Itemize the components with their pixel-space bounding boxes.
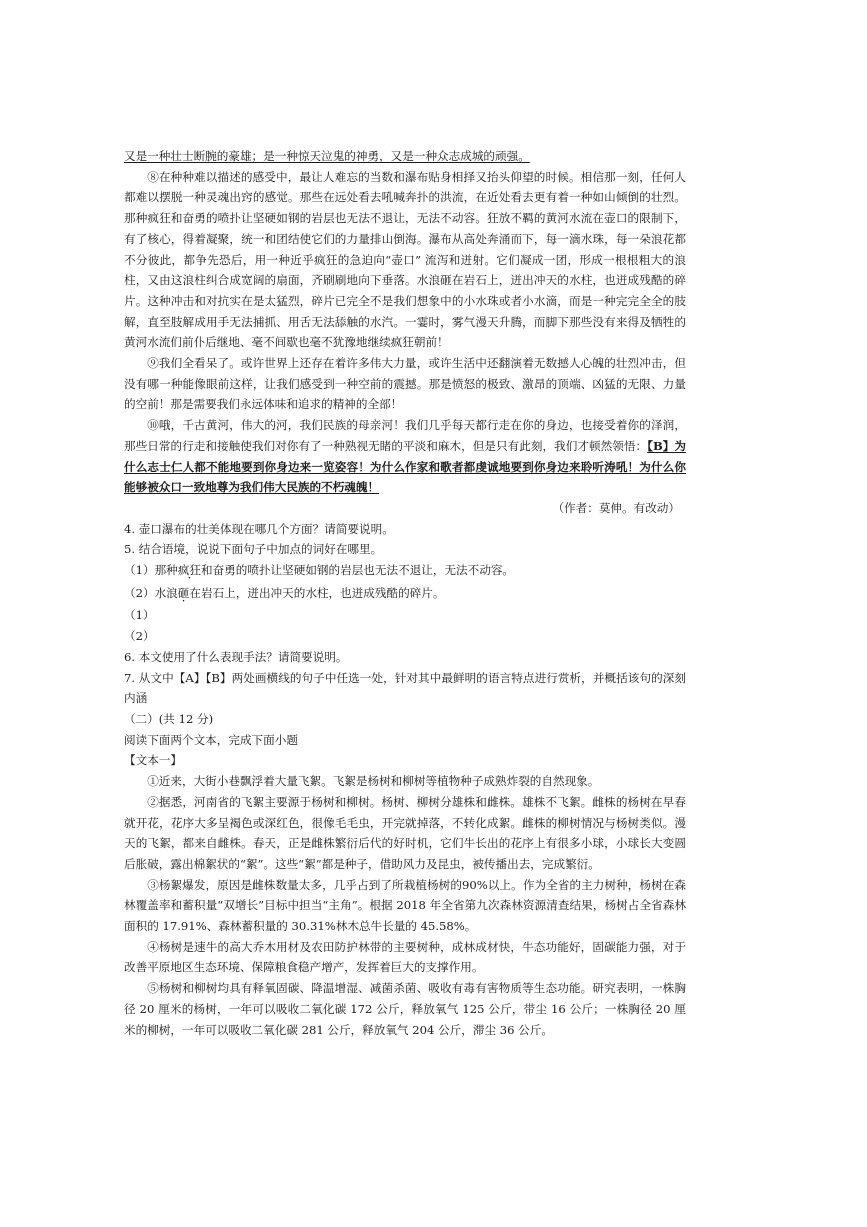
paragraph-8: ⑧在种种难以描述的感受中，最让人难忘的当数和瀑布贴身相择又抬头仰望的时候。相信那一刻，任何人都难以摆脱一种灵魂出窍的感觉。那些在远处看去吼喊奔扑的洪流，在近处看去更有着一种如山倾倒的壮烈。那种疯狂和奋勇的喷扑让坚硬如钢的岩层也无法不退让，无法不动容。狂放不羁的黄河水流在壶口的限制下，有了核心，得着凝聚，统一和团结使它们的力量排山倒海。瀑布从高处奔涌而下，每一滴水珠，每一朵浪花都不分彼此，都争先恐后，用一种近乎疯狂的急迫向“壶口” 流泻和迸射。它们凝成一团，形成一根根粗大的浪柱，又由这浪柱纠合成宽阔的扇面，齐刷刷地向下垂落。水浪砸在岩石上，迸出冲天的水柱，也迸成残酷的碎片。这种冲击和对抗实在是太猛烈，碎片已完全不是我们想象中的小水珠或者小水滴，而是一种完完全全的肢解，直至肢解成用手无法捕抓、用舌无法舔触的水汽。一霎时，雾气漫天升腾，而脚下那些没有来得及牺牲的黄河水流们前仆后继地、毫不间歇也毫不犹豫地继续疯狂朝前！: [124, 169, 686, 350]
question-5: 5. 结合语境，说说下面句子中加点的词好在哪里。: [124, 542, 383, 557]
answer-line-2: （2）: [124, 629, 155, 644]
question-4: 4. 壶口瀑布的壮美体现在哪几个方面？请简要说明。: [124, 521, 394, 536]
intro-line: 又是一种壮士断腕的豪雄；是一种惊天泣鬼的神勇，又是一种众志成城的顽强。: [124, 149, 530, 163]
text-one-paragraph-3: ③杨絮爆发，原因是雌株数量太多，几乎占到了所栽植杨树的90%以上。作为全省的主力树种，杨树在森林覆盖率和蓄积量“双增长”目标中担当“主角”。根据 2018 年全省第九次森林资源清查结果，杨树占全省森林面积的 17.91%、森林蓄积量的 30.31%林木总牛长量的 45.58%。: [124, 877, 686, 934]
text-one-paragraph-2: ②据悉，河南省的飞絮主要源于杨树和柳树。杨树、柳树分雄株和雌株。雄株不飞絮。雌株的杨树在早春就开花，花序大多呈褐色或深红色，很像毛毛虫，开完就掉落，不转化成絮。雌株的柳树情况与杨树类似。漫天的飞絮，都来自雌株。春天，正是雌株繁衍后代的好时机，它们牛长出的花序上有很多小球，小球长大变圆后胀破，露出棉絮状的“絮”。这些“絮”都是种子，借助风力及昆虫，被传播出去，完成繁衍。: [124, 794, 686, 871]
question-5-item-1: （1）那种疯狂和奋勇的喷扑让坚硬如钢的岩层也无法不退让，无法不动容。: [124, 563, 515, 578]
question-6: 6. 本文使用了什么表现手法？请简要说明。: [124, 649, 348, 664]
text-one-paragraph-4: ④杨树是速牛的高大乔木用材及农田防护林带的主要树种，成林成材快，牛态功能好，固碳能力强，对于改善平原地区生态环境、保障粮食稳产增产，发挥着巨大的支撑作用。: [124, 939, 686, 975]
dotted-word: 砸: [177, 585, 190, 600]
text-one-paragraph-1: ①近来，大街小巷飘浮着大量飞絮。飞絮是杨树和柳树等植物种子成熟炸裂的自然现象。: [147, 774, 600, 789]
text-one-paragraph-5: ⑤杨树和柳树均具有释氧固碳、降温增湿、减菌杀菌、吸收有毒有害物质等生态功能。研究表明，一株胸径 20 厘米的杨树，一年可以吸收二氧化碳 172 公斤，释放氧气 125 公斤，带尘 16 公斤；一株胸径 20 厘米的柳树，一年可以吸收二氧化碳 281 公斤，释放氧气 204 公斤，滞尘 36 公斤。: [124, 981, 686, 1037]
section-heading: （二）(共 12 分): [124, 711, 214, 726]
paragraph-10: ⑩哦，千古黄河，伟大的河，我们民族的母亲河！我们几乎每天都行走在你的身边，也接受着你的泽润，那些日常的行走和接触使我们对你有了一种熟视无睹的平淡和麻木，但是只有此刻，我们才顿然领悟：【B】为什么志士仁人都不能地要到你身边来一览姿容！为什么作家和歌者都虔诚地要到你身边来聆听涛吼！为什么你能够被众口一致地尊为我们伟大民族的不朽魂魄！: [124, 418, 686, 495]
question-7: 7. 从文中【A】【B】两处画横线的句子中任选一处，针对其中最鲜明的语言特点进行赏析，并概括该句的深刻内涵: [124, 670, 686, 706]
answer-line-1: （1）: [124, 608, 155, 623]
text-one-title: 【文本一】: [124, 753, 182, 768]
dotted-word: 疯狂: [177, 563, 201, 578]
underlined-sentence-b: 【B】为什么志士仁人都不能地要到你身边来一览姿容！为什么作家和歌者都虔诚地要到你身边来聆听涛吼！为什么你能够被众口一致地尊为我们伟大民族的不朽魂魄！: [124, 438, 686, 495]
instructions: 阅读下面两个文本，完成下面小题: [124, 732, 298, 747]
question-5-item-2: （2）水浪砸在岩石上，迸出冲天的水柱，也迸成残酷的碎片。: [124, 585, 445, 600]
document-content: [124, 146, 686, 1040]
source-note: （作者：莫伸。有改动）: [552, 500, 680, 515]
paragraph-9: ⑨我们全看呆了。或许世界上还存在着许多伟大力量，或许生活中还翻演着无数撼人心魄的壮烈冲击，但没有哪一种能像眼前这样，让我们感受到一种空前的震撼。那是愤怒的极致、激昂的顶端、凶猛的无限、力量的空前！那是需要我们永远体味和追求的精神的全部！: [124, 356, 686, 412]
